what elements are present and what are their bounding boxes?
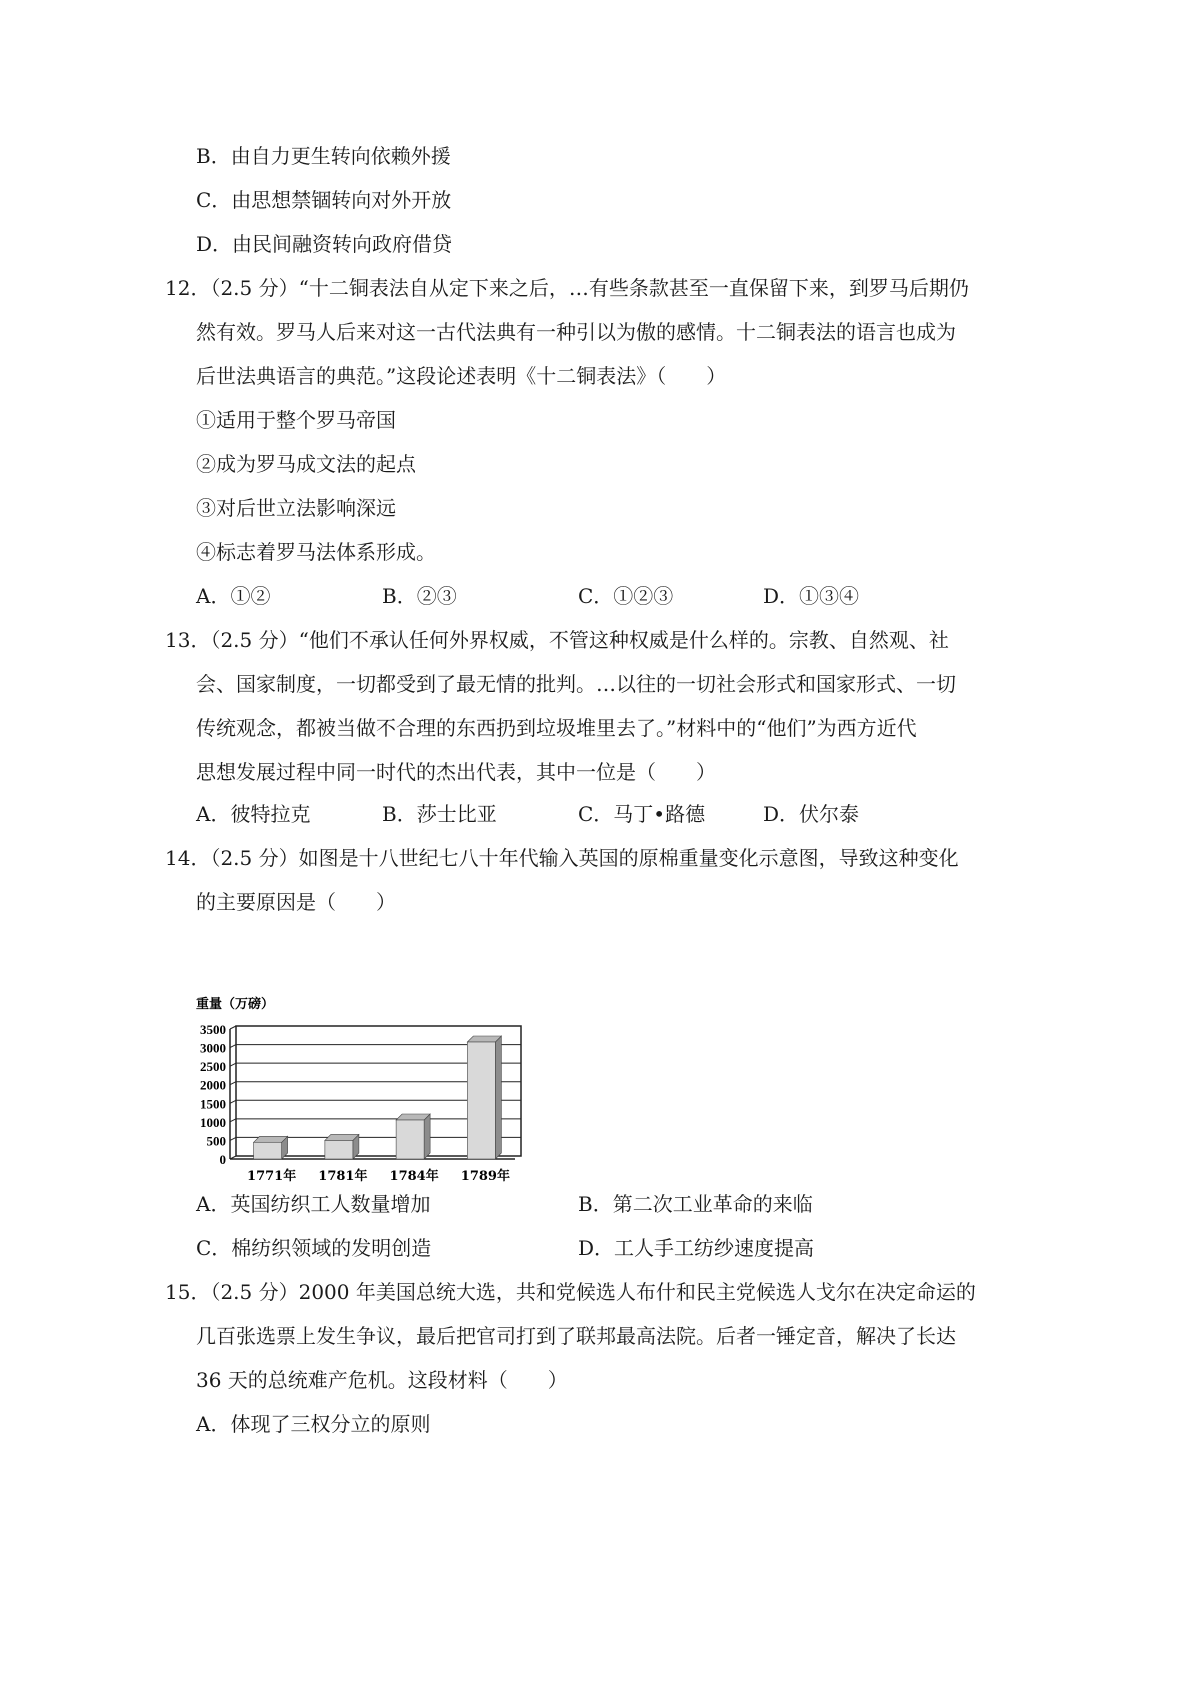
q12-option-c[interactable]: C．①②③	[578, 584, 674, 608]
chart-grid-depth-4	[230, 1082, 236, 1085]
q12-statement-1: ①适用于整个罗马帝国	[196, 408, 396, 432]
chart-bar-top-1	[325, 1134, 359, 1140]
q12-stem-line-3: 后世法典语言的典范。”这段论述表明《十二铜表法》（ ）	[196, 364, 727, 388]
chart-bar-front-3	[467, 1042, 495, 1159]
q12-option-a[interactable]: A．①②	[196, 584, 271, 608]
q15-stem-line-1: 15．（2.5 分）2000 年美国总统大选，共和党候选人布什和民主党候选人戈尔在决定命运的	[165, 1280, 976, 1304]
chart-y-tick-2: 1000	[200, 1114, 226, 1130]
q13-stem-line-4: 思想发展过程中同一时代的杰出代表，其中一位是（ ）	[196, 760, 716, 784]
chart-bar-top-2	[396, 1114, 430, 1120]
q13-option-b[interactable]: B．莎士比亚	[382, 802, 497, 826]
q12-option-b[interactable]: B．②③	[382, 584, 457, 608]
chart-bar-front-1	[325, 1140, 353, 1159]
q13-stem-line-2: 会、国家制度，一切都受到了最无情的批判。…以往的一切社会形式和国家形式、一切	[196, 672, 956, 696]
chart-x-tick-0: 1771年	[247, 1169, 297, 1184]
chart-grid-depth-5	[230, 1063, 236, 1066]
chart-bars	[254, 1036, 502, 1159]
q12-statement-4: ④标志着罗马法体系形成。	[196, 540, 436, 564]
prev-option-b: B．由自力更生转向依赖外援	[196, 144, 451, 168]
chart-bar-top-3	[467, 1036, 501, 1042]
cotton-import-bar-chart	[196, 996, 556, 1196]
chart-x-tick-1: 1781年	[318, 1169, 368, 1184]
q14-stem-line-2: 的主要原因是（ ）	[196, 890, 396, 914]
chart-grid-depth-2	[230, 1119, 236, 1122]
chart-y-tick-labels	[200, 1022, 226, 1167]
chart-grid-depth-7	[230, 1026, 236, 1029]
q14-option-d[interactable]: D．工人手工纺纱速度提高	[578, 1236, 815, 1260]
chart-grid-depth-3	[230, 1100, 236, 1103]
chart-grid-depth-6	[230, 1045, 236, 1048]
chart-y-tick-0: 0	[219, 1152, 226, 1167]
q14-option-a[interactable]: A．英国纺织工人数量增加	[196, 1192, 431, 1216]
prev-option-d: D．由民间融资转向政府借贷	[196, 232, 453, 256]
q12-statement-3: ③对后世立法影响深远	[196, 496, 396, 520]
chart-x-tick-3: 1789年	[460, 1169, 510, 1184]
chart-bar-1	[325, 1134, 359, 1159]
q12-option-d[interactable]: D．①③④	[763, 584, 860, 608]
q13-stem-line-3: 传统观念，都被当做不合理的东西扔到垃圾堆里去了。”材料中的“他们”为西方近代	[196, 716, 917, 740]
q15-option-a[interactable]: A．体现了三权分立的原则	[196, 1412, 431, 1436]
q15-stem-line-2: 几百张选票上发生争议，最后把官司打到了联邦最高法院。后者一锤定音，解决了长达	[196, 1324, 956, 1348]
chart-y-tick-5: 2500	[200, 1059, 226, 1075]
chart-bar-front-2	[396, 1120, 424, 1159]
chart-grid-depth-1	[230, 1137, 236, 1140]
q13-option-a[interactable]: A．彼特拉克	[196, 802, 311, 826]
q14-option-c[interactable]: C．棉纺织领域的发明创造	[196, 1236, 432, 1260]
chart-bar-2	[396, 1114, 430, 1159]
chart-y-tick-6: 3000	[200, 1040, 226, 1056]
q13-option-d[interactable]: D．伏尔泰	[763, 802, 860, 826]
q12-stem-line-1: 12．（2.5 分）“十二铜表法自从定下来之后，…有些条款甚至一直保留下来，到罗马后期仍	[165, 276, 969, 300]
chart-bar-front-0	[254, 1142, 282, 1159]
q13-stem-line-1: 13．（2.5 分）“他们不承认任何外界权威，不管这种权威是什么样的。宗教、自然观、社	[165, 628, 949, 652]
q15-stem-line-3: 36 天的总统难产危机。这段材料（ ）	[196, 1368, 568, 1392]
chart-bar-side-2	[424, 1114, 430, 1159]
chart-bar-side-3	[495, 1036, 501, 1159]
chart-y-tick-4: 2000	[200, 1077, 226, 1093]
chart-y-tick-7: 3500	[200, 1022, 226, 1037]
chart-bar-3	[467, 1036, 501, 1159]
q12-statement-2: ②成为罗马成文法的起点	[196, 452, 416, 476]
q12-stem-line-2: 然有效。罗马人后来对这一古代法典有一种引以为傲的感情。十二铜表法的语言也成为	[196, 320, 956, 344]
chart-bar-top-0	[254, 1136, 288, 1142]
q14-stem-line-1: 14．（2.5 分）如图是十八世纪七八十年代输入英国的原棉重量变化示意图，导致这种变化	[165, 846, 959, 870]
chart-x-tick-labels	[247, 1168, 510, 1184]
chart-y-axis-label: 重量（万磅）	[196, 997, 275, 1012]
chart-y-tick-1: 500	[206, 1133, 226, 1149]
prev-option-c: C．由思想禁锢转向对外开放	[196, 188, 452, 212]
chart-x-tick-2: 1784年	[389, 1169, 439, 1184]
chart-bar-0	[254, 1136, 288, 1159]
q13-option-c[interactable]: C．马丁•路德	[578, 802, 706, 826]
chart-y-tick-3: 1500	[200, 1096, 226, 1112]
q14-option-b[interactable]: B．第二次工业革命的来临	[578, 1192, 813, 1216]
